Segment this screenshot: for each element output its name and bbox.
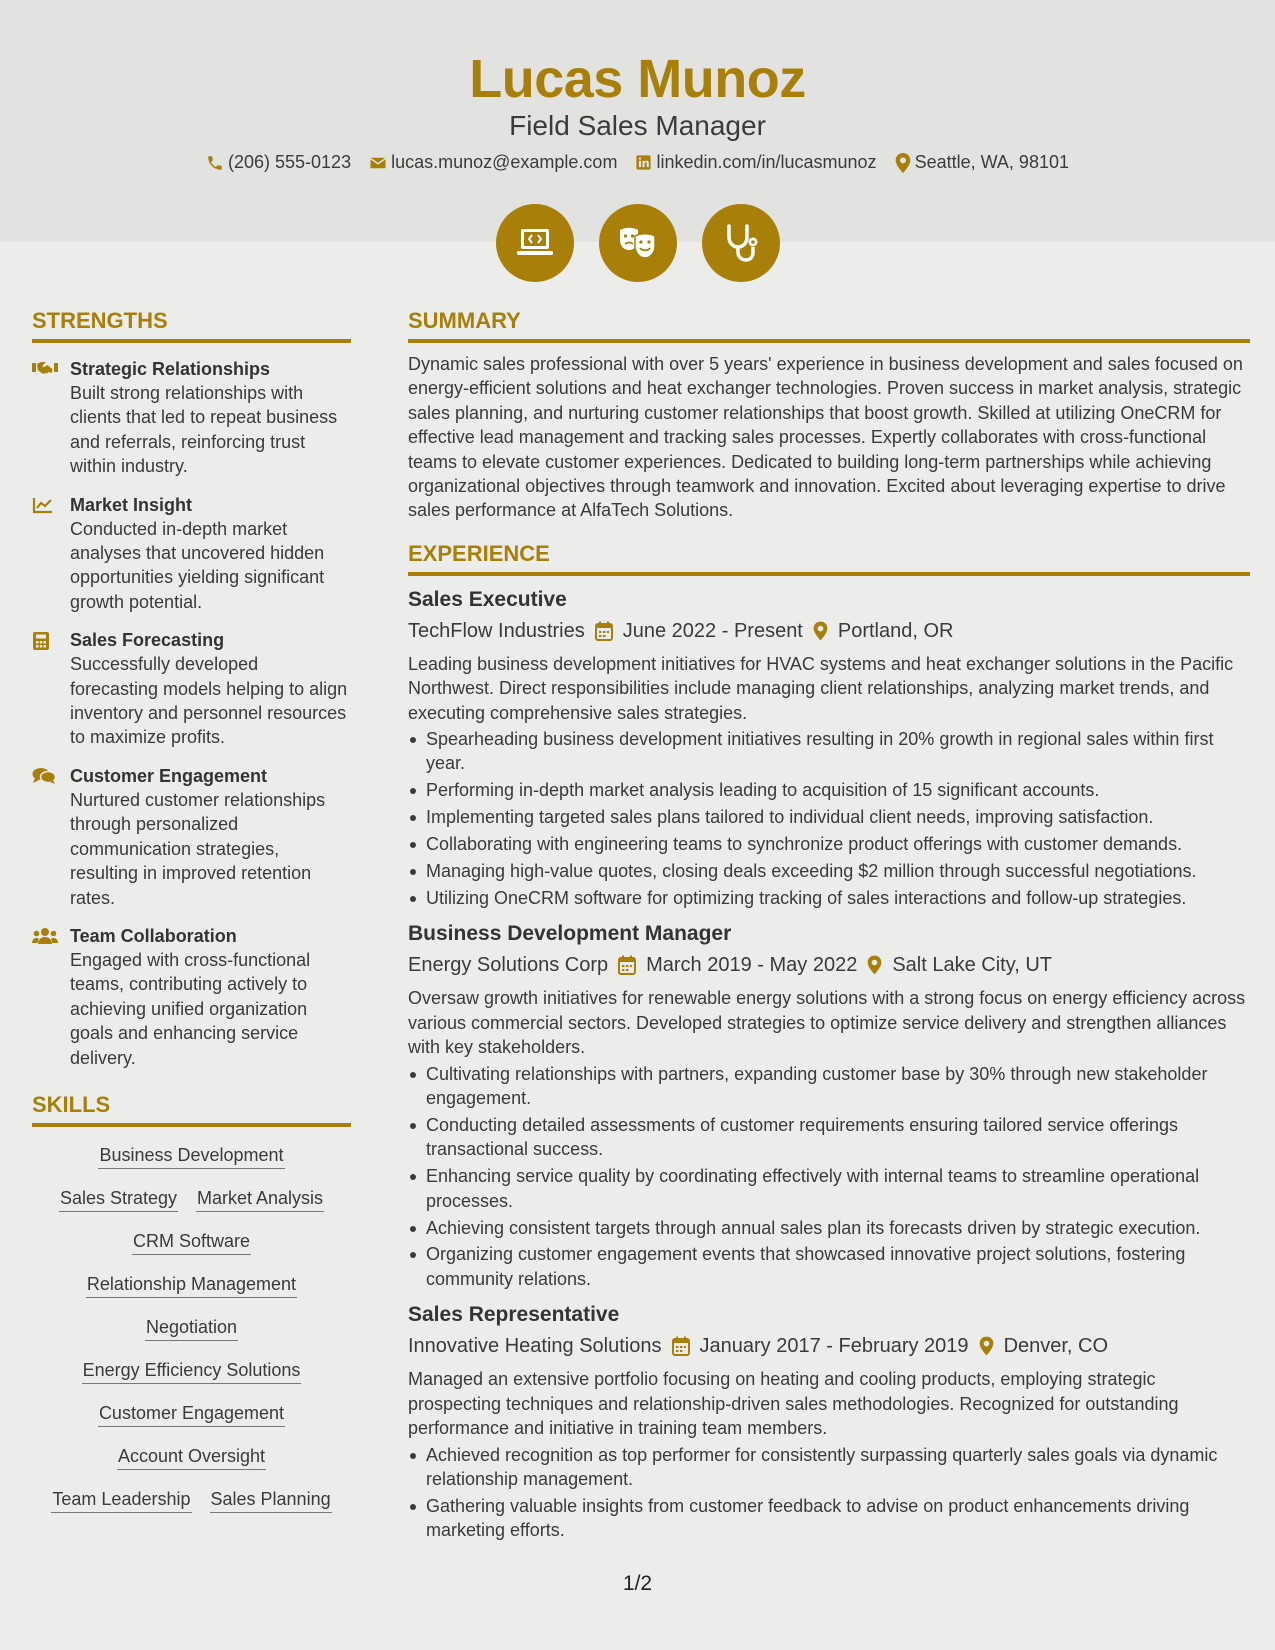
contact-email[interactable]: [369, 152, 617, 173]
summary-heading: SUMMARY: [408, 308, 1250, 343]
job-bullets: [408, 1062, 1250, 1292]
job-dates: January 2017 - February 2019: [699, 1335, 969, 1358]
strength-item: [32, 924, 351, 1070]
strength-desc: Conducted in-depth market analyses that uncovered hidden opportunities yielding significant growth potential.: [70, 518, 325, 612]
contact-location: [895, 152, 1069, 173]
job-location: Portland, OR: [837, 619, 954, 642]
phone-icon: [206, 154, 224, 172]
left-column: [32, 308, 351, 1530]
contact-bar: [0, 152, 1275, 173]
phone-text: (206) 555-0123: [227, 152, 352, 172]
job-company: Energy Solutions Corp: [408, 954, 609, 977]
skill-tag: Market Analysis: [196, 1186, 324, 1212]
job-description: Oversaw growth initiatives for renewable energy solutions with a strong focus on energy efficiency across various commercial sectors. Developed strategies to optimize service delivery and strengthen alliances with key stakeholders.: [408, 988, 1246, 1058]
skill-tag: Sales Planning: [210, 1487, 332, 1513]
job-dates: June 2022 - Present: [622, 619, 803, 642]
envelope-icon: [369, 154, 387, 172]
skill-tag: CRM Software: [132, 1229, 251, 1255]
strength-item: [32, 357, 351, 479]
calculator-icon: [32, 631, 50, 651]
comments-icon: [32, 767, 56, 785]
bullet-item: Cultivating relationships with partners, expanding customer base by 30% through new stakeholder engagement.: [408, 1062, 1250, 1111]
job-location: Salt Lake City, UT: [892, 954, 1053, 977]
map-marker-icon: [867, 955, 882, 975]
users-icon: [32, 927, 58, 945]
strength-desc: Engaged with cross-functional teams, contributing actively to achieving unified organization goals and enhancing service delivery.: [70, 949, 311, 1068]
bullet-item: Utilizing OneCRM software for optimizing tracking of sales interactions and follow-up strategies.: [408, 886, 1250, 910]
job-title: Sales Representative: [408, 1303, 620, 1327]
job-location: Denver, CO: [1003, 1335, 1109, 1358]
skill-tag: Sales Strategy: [59, 1186, 178, 1212]
job-description: Leading business development initiatives for HVAC systems and heat exchanger solutions in the Pacific Northwest. Direct responsibilities include managing client relationships, analyzing market trends, and executing comprehensive sales strategies.: [408, 653, 1234, 723]
theater-masks-icon: [599, 204, 677, 282]
interest-icons: [0, 204, 1275, 282]
bullet-item: Managing high-value quotes, closing deals exceeding $2 million through successful negotiations.: [408, 859, 1250, 883]
strength-title: Team Collaboration: [70, 925, 237, 946]
location-text: Seattle, WA, 98101: [914, 152, 1069, 172]
strength-item: [32, 764, 351, 910]
map-marker-icon: [979, 1336, 994, 1356]
bullet-item: Organizing customer engagement events that showcased innovative project solutions, fostering community relations.: [408, 1242, 1250, 1291]
skill-tag: Customer Engagement: [98, 1401, 285, 1427]
skill-tag: Account Oversight: [117, 1444, 266, 1470]
skill-tag: Business Development: [98, 1143, 284, 1169]
strength-desc: Nurtured customer relationships through personalized communication strategies, resulting in improved retention rates.: [70, 789, 326, 908]
job-description: Managed an extensive portfolio focusing on heating and cooling products, employing strategic prospecting techniques and relationship-driven sales methodologies. Recognized for outstanding performance and initiative in training team members.: [408, 1369, 1179, 1439]
strength-item: [32, 628, 351, 750]
job-bullets: [408, 1443, 1250, 1543]
page-number: 1/2: [622, 1572, 653, 1595]
summary-text: Dynamic sales professional with over 5 years' experience in business development and sales focused on energy-efficient solutions and heat exchanger technologies. Proven success in market analysis, strategic sales planning, and nurturing customer relationships that boost growth. Skilled at utilizing OneCRM for effective lead management and tracking sales processes. Expertly collaborates with cross-functional teams to elevate customer experiences. Dedicated to building long-term partnerships while achieving organizational objectives through teamwork and innovation. Excited about leveraging expertise to drive sales performance at AlfaTech Solutions.: [408, 354, 1243, 521]
strengths-heading: STRENGTHS: [32, 308, 351, 343]
laptop-code-icon: [496, 204, 574, 282]
skills-heading: SKILLS: [32, 1092, 351, 1127]
job-company: Innovative Heating Solutions: [408, 1335, 662, 1358]
strength-title: Sales Forecasting: [70, 630, 225, 651]
job-company: TechFlow Industries: [408, 619, 585, 642]
bullet-item: Collaborating with engineering teams to synchronize product offerings with customer demands.: [408, 832, 1250, 856]
skills-list: [32, 1143, 351, 1513]
bullet-item: Achieving consistent targets through annual sales plan its forecasts driven by strategic execution.: [408, 1216, 1250, 1240]
experience-heading: EXPERIENCE: [408, 541, 1250, 576]
job-title: Business Development Manager: [408, 922, 732, 946]
candidate-name: Lucas Munoz: [469, 49, 806, 109]
map-marker-icon: [813, 621, 828, 641]
linkedin-icon: [635, 154, 652, 171]
bullet-item: Spearheading business development initiatives resulting in 20% growth in regional sales within first year.: [408, 727, 1250, 776]
contact-phone[interactable]: [206, 152, 351, 173]
job-entry: [408, 586, 1250, 911]
bullet-item: Conducting detailed assessments of customer requirements ensuring tailored service offerings transactional success.: [408, 1113, 1250, 1162]
strength-desc: Successfully developed forecasting models helping to align inventory and personnel resources to maximize profits.: [70, 654, 348, 748]
bullet-item: Performing in-depth market analysis leading to acquisition of 15 significant accounts.: [408, 778, 1250, 802]
bullet-item: Achieved recognition as top performer for consistently surpassing quarterly sales goals via dynamic relationship management.: [408, 1443, 1250, 1492]
strength-title: Strategic Relationships: [70, 359, 271, 379]
job-dates: March 2019 - May 2022: [646, 954, 858, 977]
stethoscope-icon: [702, 204, 780, 282]
calendar-icon: [672, 1336, 690, 1356]
linkedin-text: linkedin.com/in/lucasmunoz: [656, 152, 877, 172]
bullet-item: Implementing targeted sales plans tailored to individual client needs, improving satisfaction.: [408, 805, 1250, 829]
strength-title: Market Insight: [70, 494, 193, 515]
strength-item: [32, 493, 351, 615]
handshake-icon: [32, 360, 58, 378]
bullet-item: Gathering valuable insights from customer feedback to advise on product enhancements driving marketing efforts.: [408, 1494, 1250, 1543]
skill-tag: Team Leadership: [51, 1487, 191, 1513]
skill-tag: Negotiation: [145, 1315, 238, 1341]
strength-desc: Built strong relationships with clients that led to repeat business and referrals, reinforcing trust within industry.: [70, 383, 338, 477]
job-bullets: [408, 727, 1250, 910]
calendar-icon: [618, 955, 636, 975]
chart-line-icon: [32, 496, 54, 514]
skill-tag: Relationship Management: [86, 1272, 297, 1298]
right-column: [408, 308, 1250, 1545]
calendar-icon: [595, 621, 613, 641]
email-text: lucas.munoz@example.com: [391, 152, 618, 172]
job-entry: [408, 1301, 1250, 1542]
job-entry: [408, 920, 1250, 1291]
job-title: Sales Executive: [408, 587, 567, 611]
map-marker-icon: [895, 153, 911, 173]
bullet-item: Enhancing service quality by coordinating effectively with internal teams to streamline operational processes.: [408, 1164, 1250, 1213]
contact-linkedin[interactable]: [635, 152, 876, 173]
candidate-title: Field Sales Manager: [509, 110, 766, 141]
strength-title: Customer Engagement: [70, 765, 268, 786]
skill-tag: Energy Efficiency Solutions: [82, 1358, 302, 1384]
